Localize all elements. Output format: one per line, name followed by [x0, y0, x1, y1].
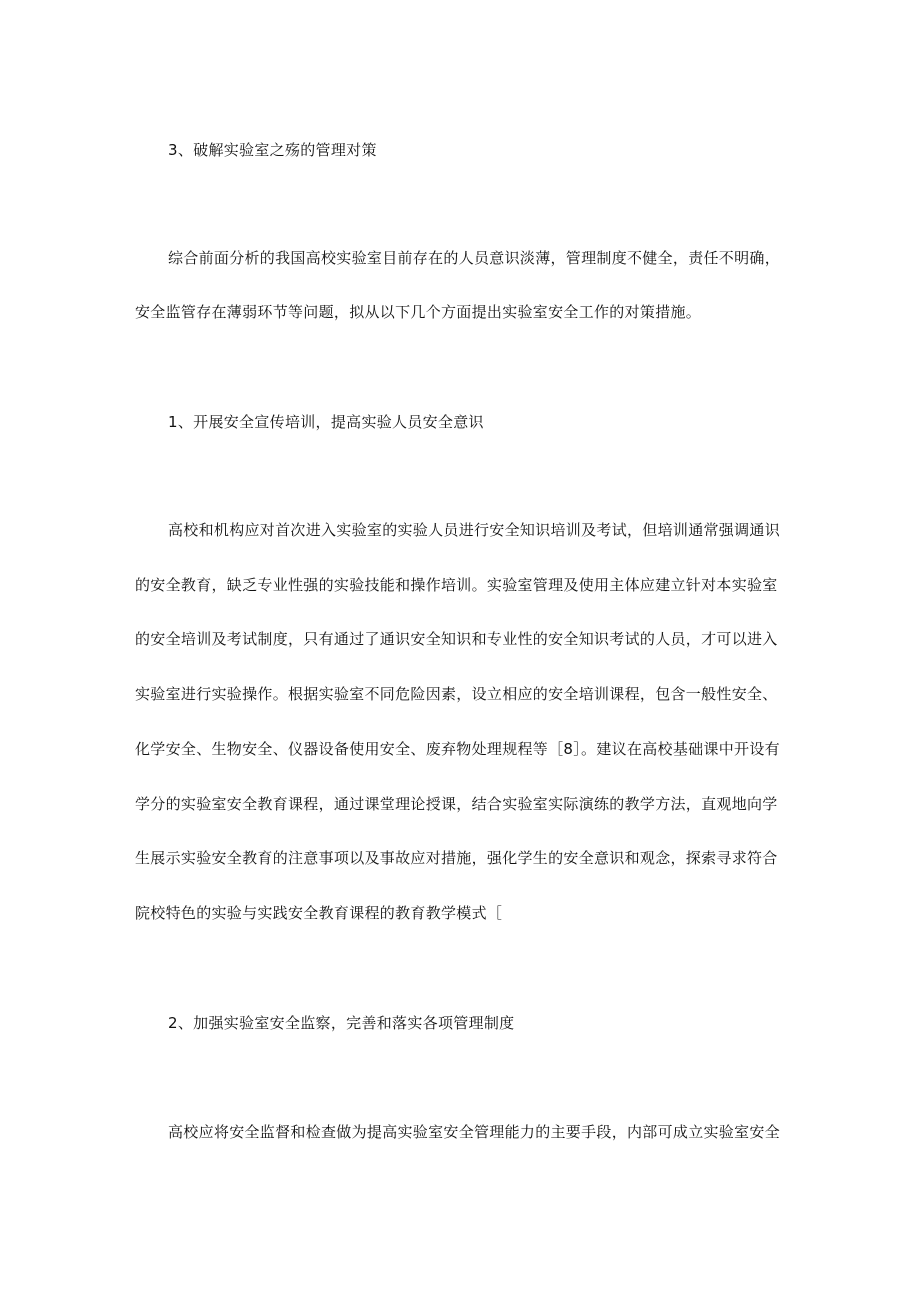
paragraph-line: 化学安全、生物安全、仪器设备使用安全、废弃物处理规程等［8］。建议在高校基础课中开设有 — [135, 740, 780, 758]
paragraph-line: 生展示实验安全教育的注意事项以及事故应对措施，强化学生的安全意识和观念，探索寻求符合 — [135, 849, 778, 867]
paragraph-line: 综合前面分析的我国高校实验室目前存在的人员意识淡薄，管理制度不健全，责任不明确， — [168, 249, 781, 267]
paragraph-line: 学分的实验室安全教育课程，通过课堂理论授课，结合实验室实际演练的教学方法，直观地向学 — [135, 795, 778, 813]
paragraph-line: 实验室进行实验操作。根据实验室不同危险因素，设立相应的安全培训课程，包含一般性安全、 — [135, 685, 778, 703]
paragraph-line: 的安全培训及考试制度，只有通过了通识安全知识和专业性的安全知识考试的人员，才可以进入 — [135, 630, 778, 648]
paragraph-line: 的安全教育，缺乏专业性强的实验技能和操作培训。实验室管理及使用主体应建立针对本实验室 — [135, 576, 778, 594]
paragraph-line: 高校应将安全监督和检查做为提高实验室安全管理能力的主要手段，内部可成立实验室安全 — [168, 1123, 781, 1141]
section-heading-2: 2、加强实验室安全监察，完善和落实各项管理制度 — [168, 1014, 515, 1032]
paragraph-line: 高校和机构应对首次进入实验室的实验人员进行安全知识培训及考试，但培训通常强调通识 — [168, 521, 781, 539]
paragraph-line: 院校特色的实验与实践安全教育课程的教育教学模式［ — [135, 904, 503, 922]
paragraph-line: 安全监管存在薄弱环节等问题，拟从以下几个方面提出实验室安全工作的对策措施。 — [135, 303, 702, 321]
section-heading-3: 3、破解实验室之殇的管理对策 — [168, 141, 377, 159]
section-heading-1: 1、开展安全宣传培训，提高实验人员安全意识 — [168, 413, 484, 431]
